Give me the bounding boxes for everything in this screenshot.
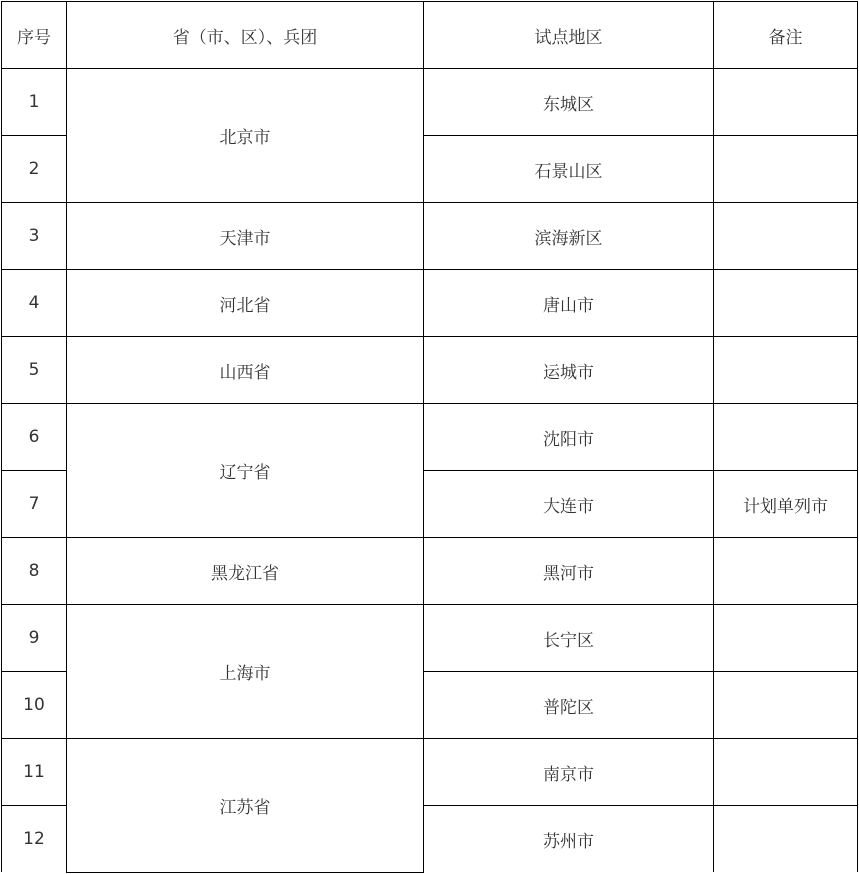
- province-cell: 辽宁省: [67, 404, 424, 538]
- province-cell: 黑龙江省: [67, 538, 424, 605]
- row-number: 8: [2, 538, 67, 605]
- province-cell: 北京市: [67, 69, 424, 203]
- table-row: [2, 605, 858, 672]
- remark-cell: [714, 337, 858, 404]
- table-row: [2, 203, 858, 270]
- province-cell: 天津市: [67, 203, 424, 270]
- table-row: [2, 538, 858, 605]
- table-header-row: [2, 2, 858, 69]
- row-number: 4: [2, 270, 67, 337]
- remark-cell: [714, 605, 858, 672]
- row-number: 1: [2, 69, 67, 136]
- pilot-area-cell: 滨海新区: [424, 203, 714, 270]
- row-number: 7: [2, 471, 67, 538]
- remark-cell: [714, 538, 858, 605]
- province-cell: 江苏省: [67, 739, 424, 873]
- table-row: [2, 270, 858, 337]
- row-number: 3: [2, 203, 67, 270]
- pilot-area-cell: 沈阳市: [424, 404, 714, 471]
- pilot-area-cell: 大连市: [424, 471, 714, 538]
- pilot-area-cell: 南京市: [424, 739, 714, 806]
- row-number: 5: [2, 337, 67, 404]
- row-number: 2: [2, 136, 67, 203]
- remark-cell: [714, 270, 858, 337]
- row-number: 6: [2, 404, 67, 471]
- row-number: 10: [2, 672, 67, 739]
- remark-cell: [714, 203, 858, 270]
- header-pilot-area: 试点地区: [424, 2, 714, 69]
- pilot-area-cell: 黑河市: [424, 538, 714, 605]
- remark-cell: [714, 739, 858, 806]
- remark-cell: [714, 672, 858, 739]
- remark-cell: [714, 806, 858, 873]
- row-number: 11: [2, 739, 67, 806]
- table-row: [2, 69, 858, 136]
- province-cell: 上海市: [67, 605, 424, 739]
- remark-cell: [714, 136, 858, 203]
- pilot-area-cell: 长宁区: [424, 605, 714, 672]
- table-row: [2, 739, 858, 806]
- pilot-area-cell: 石景山区: [424, 136, 714, 203]
- header-serial-number: 序号: [2, 2, 67, 69]
- row-number: 9: [2, 605, 67, 672]
- pilot-area-cell: 普陀区: [424, 672, 714, 739]
- remark-cell: [714, 69, 858, 136]
- table-row: [2, 337, 858, 404]
- pilot-area-cell: 东城区: [424, 69, 714, 136]
- pilot-area-cell: 运城市: [424, 337, 714, 404]
- province-cell: 山西省: [67, 337, 424, 404]
- pilot-area-cell: 苏州市: [424, 806, 714, 873]
- header-province: 省（市、区）、兵团: [67, 2, 424, 69]
- header-remarks: 备注: [714, 2, 858, 69]
- pilot-areas-table: [1, 1, 858, 873]
- remark-cell: 计划单列市: [714, 471, 858, 538]
- province-cell: 河北省: [67, 270, 424, 337]
- pilot-area-cell: 唐山市: [424, 270, 714, 337]
- remark-cell: [714, 404, 858, 471]
- row-number: 12: [2, 806, 67, 873]
- table-row: [2, 404, 858, 471]
